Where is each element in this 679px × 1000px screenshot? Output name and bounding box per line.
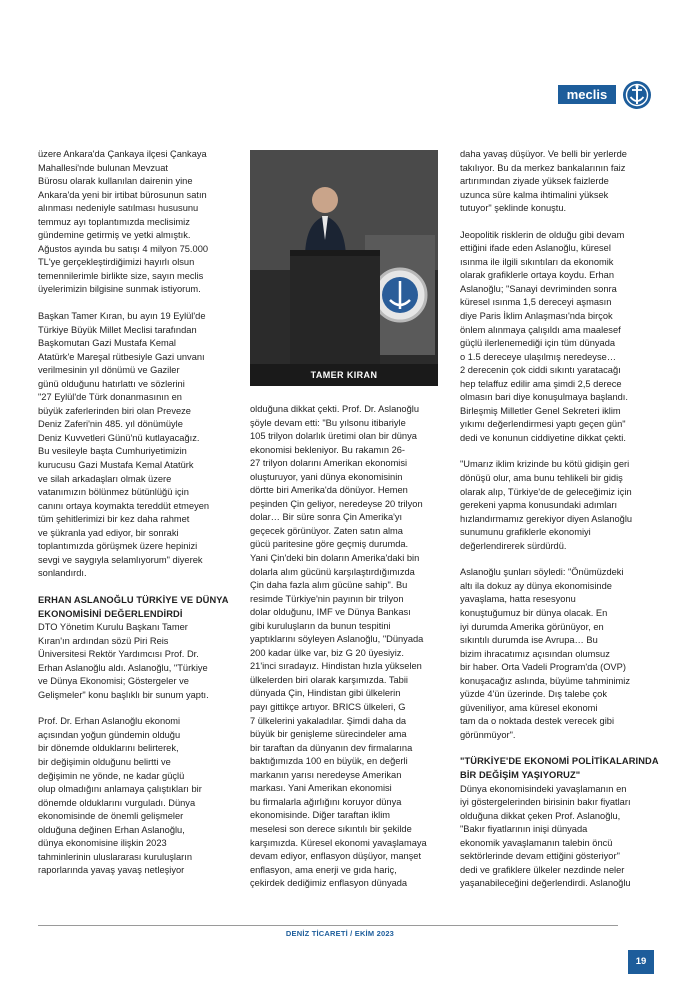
text-line: 27 trilyon dolarını Amerikan ekonomisi — [250, 458, 408, 469]
text-line: EKONOMİSİNİ DEĞERLENDİRDİ — [38, 608, 183, 619]
text-line: takılıyor. Bu da merkez bankalarının faiz — [460, 162, 626, 173]
text-line: olduğuna değinen Erhan Aslanoğlu, — [38, 824, 185, 835]
paragraph — [460, 783, 658, 891]
text-line: Başkan Tamer Kıran, bu ayın 19 Eylül'de — [38, 311, 206, 322]
text-line: bizim ihracatımız açısından olumsuz — [460, 648, 610, 659]
text-line: büyük bir genişleme sürecindeler ama — [250, 729, 407, 740]
paragraph — [460, 229, 658, 446]
text-line: Ağustos ayında bu satışı 4 milyon 75.000 — [38, 243, 209, 254]
text-line: bu firmalarla ağırlığını koruyor dünya — [250, 796, 402, 807]
text-line: diye Paris İklim Anlaşması'nda birçok — [460, 311, 613, 322]
text-line: güçlü ilerlenemediği için tüm dünyada — [460, 338, 616, 349]
text-line: dolar olduğunu, IMF ve Dünya Bankası — [250, 607, 411, 618]
anchor-emblem-icon — [622, 80, 652, 110]
text-line: ekonomisinde. Diğer taraftan iklim — [250, 810, 391, 821]
text-line: o 1.5 dereceye ulaşılmış neredeyse… — [460, 351, 617, 362]
text-line: alınması nedeniyle satılması hususunu — [38, 203, 199, 214]
text-line: günü olduğunu hatırlattı ve sözlerini — [38, 378, 185, 389]
text-line: ve silah arkadaşları olmak üzere — [38, 473, 172, 484]
text-line: sıkıntılı durumda ise Avrupa… Bu — [460, 635, 598, 646]
text-line: Türkiye Büyük Millet Meclisi tarafından — [38, 324, 197, 335]
text-line: toplantımızda görüşmek üzere hepinizi — [38, 541, 198, 552]
text-line: yüzde 4'ün üzerinde. Dış talebe çok — [460, 689, 607, 700]
text-line: dünya ekonomisine ilişkin 2023 — [38, 838, 167, 849]
text-line: ERHAN ASLANOĞLU TÜRKİYE VE DÜNYA — [38, 594, 229, 605]
text-line: kurucusu Gazi Mustafa Kemal Atatürk — [38, 460, 194, 471]
text-line: meselesi son derece sıkıntılı bir şekilde — [250, 823, 412, 834]
text-line: canını ortaya koymakta tereddüt etmeyen — [38, 500, 210, 511]
text-line: üyelerimizin bilgisine sunmak istiyorum. — [38, 284, 201, 295]
text-line: Yani Çin'deki bin doların Amerika'daki bin — [250, 553, 420, 564]
text-line: yaşanabileceğini değerlendirdi. Aslanoğlu — [460, 878, 631, 889]
text-line: bir dönemde olduklarını belirterek, — [38, 743, 179, 754]
text-line: artırımından ziyade yüksek faizlerde — [460, 176, 609, 187]
text-line: Gelişmeler" konu başlıklı bir sunum yaptı. — [38, 689, 209, 700]
text-line: verilmesinin yıl dönümü ve Gaziler — [38, 365, 180, 376]
text-line: 105 trilyon dolarlık üretimi olan bir dünya — [250, 431, 417, 442]
text-line: önlem alınmaya çalışıldı ama maalesef — [460, 324, 621, 335]
photo-caption: TAMER KIRAN — [250, 364, 438, 386]
text-line: Deniz Kuvvetleri Günü'nü kutlayacağız. — [38, 432, 200, 443]
text-line: geçecek görünüyor. Zaten satın alma — [250, 525, 403, 536]
text-line: resimde Türkiye'nin payının bir trilyon — [250, 593, 404, 604]
text-line: Atatürk'e Mareşal rütbesiyle Gazi unvanı — [38, 351, 205, 362]
text-line: raporlarında yavaş yavaş netleşiyor — [38, 865, 185, 876]
text-line: sektörlerinde devam ettiğini gösteriyor" — [460, 851, 620, 862]
paragraph — [38, 715, 238, 878]
text-line: değerlendirerek sürdürdü. — [460, 540, 567, 551]
text-line: "27 Eylül'de Türk donanmasının en — [38, 392, 182, 403]
text-line: enflasyon, ama enerji ve gıda hariç, — [250, 864, 397, 875]
text-line: karşımızda. Küresel ekonomi yavaşlamaya — [250, 837, 427, 848]
column-3 — [460, 148, 658, 904]
text-line: uzunca süre kalma ihtimalini yüksek — [460, 189, 609, 200]
column-2 — [250, 403, 448, 904]
text-line: 200 kadar ülke var, biz G 20 üyesiyiz. — [250, 647, 404, 658]
text-line: DTO Yönetim Kurulu Başkanı Tamer — [38, 622, 188, 633]
text-line: yaptıklarını söyleyen Aslanoğlu, "Dünyada — [250, 634, 424, 645]
text-line: bir değişimin olduğunu belirtti ve — [38, 756, 171, 767]
text-line: olup olmadığını anlamaya çalıştıkları bir — [38, 784, 202, 795]
text-line: temennilerimle birlikte size, sayın meclis — [38, 270, 204, 281]
footer-divider — [38, 925, 618, 926]
text-line: daha yavaş düşüyor. Ve belli bir yerlerde — [460, 149, 627, 159]
text-line: hızlandırmamız gerekiyor diyen Aslanoğlu — [460, 513, 633, 524]
text-line: konuşacağız aslında, büyüme tahminimiz — [460, 675, 631, 686]
text-line: dörtte biri Amerika'da dönüyor. Hemen — [250, 485, 408, 496]
text-line: ekonomisi bekleniyor. Bu rakamın 26- — [250, 444, 406, 455]
text-line: yavaşlama, hatta resesyonu — [460, 594, 576, 605]
text-line: Üniversitesi Rektör Yardımcısı Prof. Dr. — [38, 649, 199, 660]
text-line: sevgi ve saygıyla selamlıyorum" diyerek — [38, 554, 203, 565]
footer-publication: DENİZ TİCARETİ / EKİM 2023 — [285, 929, 395, 938]
text-line: 2 derecenin çok ciddi sıkıntı yaratacağı — [460, 365, 621, 376]
text-line: 7 ülkelerini yakaladılar. Şimdi daha da — [250, 715, 407, 726]
paragraph — [38, 310, 238, 581]
text-line: Birleşmiş Milletler Genel Sekreteri iklim — [460, 405, 621, 416]
text-line: sonlandırdı. — [38, 568, 87, 579]
text-line: değişimin ne yönde, ne kadar güçlü — [38, 770, 185, 781]
section-tag: meclis — [558, 85, 616, 104]
text-line: çekirdek dediğimiz enflasyon dünyada — [250, 878, 408, 889]
text-line: devam ediyor, enflasyon düşüyor, manşet — [250, 851, 422, 862]
text-line: BİR DEĞİŞİM YAŞIYORUZ" — [460, 769, 581, 780]
paragraph — [38, 621, 238, 702]
text-line: Erhan Aslanoğlu aldı. Aslanoğlu, "Türkiye — [38, 662, 208, 673]
text-line: şöyle devam etti: "Bu yılsonu itibariyle — [250, 417, 406, 428]
text-line: tam da o noktada destek verecek gibi — [460, 716, 615, 727]
text-line: ısınma ile ilgili sıkıntıları da ekonomik — [460, 256, 614, 267]
text-line: bir haber. Orta Vadeli Program'da (OVP) — [460, 662, 626, 673]
text-line: dedi ve grafiklere ülkeler nezdinde neler — [460, 864, 625, 875]
text-line: iyi durumda Amerika görünüyor, en — [460, 621, 604, 632]
text-line: Deniz Zaferi'nin 485. yıl dönümüyle — [38, 419, 183, 430]
text-line: ülkelerden biri olarak karşımızda. Tabii — [250, 674, 408, 685]
speaker-photo — [250, 150, 438, 386]
text-line: baktığımızda 100 en büyük, en değerli — [250, 756, 408, 767]
text-line: ettiğini ifade eden Aslanoğlu, küresel — [460, 243, 611, 254]
text-line: 21'inci sıradayız. Hindistan hızla yükselen — [250, 661, 422, 672]
text-line: Prof. Dr. Erhan Aslanoğlu ekonomi — [38, 716, 181, 727]
text-line: olduğuna dikkat çekti. Prof. Dr. Aslanoğlu — [250, 404, 419, 414]
text-line: büyük zaferlerinden biri olan Preveze — [38, 405, 191, 416]
text-line: sunumunu grafiklerle ekonomiyi — [460, 527, 591, 538]
text-line: Ankara'da yeni bir irtibat bürosunun satın — [38, 189, 207, 200]
text-line: bir taraftan da dünyanın dev firmalarına — [250, 742, 413, 753]
text-line: dönemde olduklarını vurguladı. Dünya — [38, 797, 196, 808]
text-line: Kıran'ın ardından sözü Piri Reis — [38, 635, 169, 646]
text-line: gündemine getirmiş ve yetki almıştık. — [38, 230, 191, 241]
text-line: gibi kuruluşların da bunun tespitini — [250, 620, 391, 631]
paragraph — [38, 148, 238, 297]
text-line: altı ila dokuz ay dünya ekonomisinde — [460, 580, 612, 591]
text-line: ve Dünya Ekonomisi; Göstergeler ve — [38, 676, 189, 687]
text-line: markanın yarısı neredeyse Amerikan — [250, 769, 402, 780]
text-line: Jeopolitik risklerin de olduğu gibi devam — [460, 229, 625, 240]
text-line: olduğuna dikkat çeken Prof. Aslanoğlu, — [460, 810, 621, 821]
text-line: dolarla alım gücünü karşılaştırdığımızda — [250, 566, 415, 577]
text-line: gücü paritesine göre geçmiş durumda. — [250, 539, 409, 550]
text-line: oluşturuyor, yani dünya ekonomisinin — [250, 471, 403, 482]
section-subheading — [460, 755, 658, 782]
text-line: konuştuğumuz bir dünya olacak. En — [460, 607, 608, 618]
page-number: 19 — [628, 950, 654, 974]
section-subheading — [38, 594, 238, 621]
text-line: "Bakır fiyatlarının inişi dünyada — [460, 824, 588, 835]
text-line: hep telaffuz edilir ama şimdi 2,5 derece — [460, 378, 622, 389]
text-line: "TÜRKİYE'DE EKONOMİ POLİTİKALARINDA — [460, 756, 659, 767]
text-line: dedi ve konunun ciddiyetine dikkat çekti. — [460, 432, 626, 443]
text-line: payı gittikçe artıyor. BRICS ülkeleri, G — [250, 702, 406, 713]
text-line: ve şükranla yad ediyor, bir sonraki — [38, 527, 179, 538]
text-line: tüm şehitlerimizi bir kez daha rahmet — [38, 514, 190, 525]
column-1 — [38, 148, 238, 891]
text-line: dönüşü olur, ama bunu tehlikeli bir gidiş — [460, 473, 623, 484]
text-line: olarak alıp, Türkiye'de de geleceğimiz için — [460, 486, 632, 497]
text-line: markası. Yani Amerikan ekonomisi — [250, 783, 392, 794]
text-line: Bu vesileyle başta Cumhuriyetimizin — [38, 446, 187, 457]
text-line: Mahallesi'nde bulunan Mevzuat — [38, 162, 168, 173]
text-line: olmasın bari diye konuşulmaya başlandı. — [460, 392, 628, 403]
text-line: yıkımı değerlendirmesi yaptı geçen gün" — [460, 419, 626, 430]
text-line: üzere Ankara'da Çankaya ilçesi Çankaya — [38, 149, 207, 159]
text-line: tahminlerinin uluslararası kuruluşların — [38, 851, 192, 862]
text-line: peşinden Çin geliyor, neredeyse 20 trilyon — [250, 498, 423, 509]
text-line: Aslanoğlu şunları söyledi: "Önümüzdeki — [460, 567, 624, 578]
text-line: TL'ye gerçekleştirdiğimizi hayırlı olsun — [38, 257, 195, 268]
text-line: dünyada Çin, Hindistan gibi ülkelerin — [250, 688, 401, 699]
text-line: "Umarız iklim krizinde bu kötü gidişin geri — [460, 459, 630, 470]
text-line: ekonomisinde de önemli gelişmeler — [38, 811, 184, 822]
text-line: Çin daha fazla alım gücüne sahip". Bu — [250, 580, 408, 591]
paragraph — [250, 403, 448, 891]
text-line: Başkomutan Gazi Mustafa Kemal — [38, 338, 176, 349]
text-line: ekonomik yavaşlamanın talebin öncü — [460, 837, 613, 848]
paragraph — [460, 566, 658, 742]
text-line: görünmüyor". — [460, 729, 516, 740]
text-line: gerekeni yapma konusundaki adımları — [460, 500, 618, 511]
text-line: güveniliyor, ama küresel ekonomi — [460, 702, 598, 713]
text-line: vatanımızın bölünmez bütünlüğü için — [38, 487, 189, 498]
text-line: açısından yoğun gündemin olduğu — [38, 729, 181, 740]
text-line: Dünya ekonomisindeki yavaşlamanın en — [460, 783, 627, 794]
text-line: temmuz ayı toplantımızda meclisimiz — [38, 216, 190, 227]
paragraph — [460, 458, 658, 553]
paragraph — [460, 148, 658, 216]
text-line: Aslanoğlu; "Sanayi devriminden sonra — [460, 283, 617, 294]
text-line: dolar… Bir süre sonra Çin Amerika'yı — [250, 512, 403, 523]
text-line: iyi göstergelerinden birisinin bakır fiyatları — [460, 797, 631, 808]
text-line: Bürosu olarak kullanılan dairenin yine — [38, 176, 193, 187]
text-line: olarak grafiklerle ortaya koydu. Erhan — [460, 270, 614, 281]
text-line: tutuyor" şeklinde konuştu. — [460, 203, 567, 214]
text-line: küresel ısınma 1,5 dereceyi aşmasın — [460, 297, 612, 308]
